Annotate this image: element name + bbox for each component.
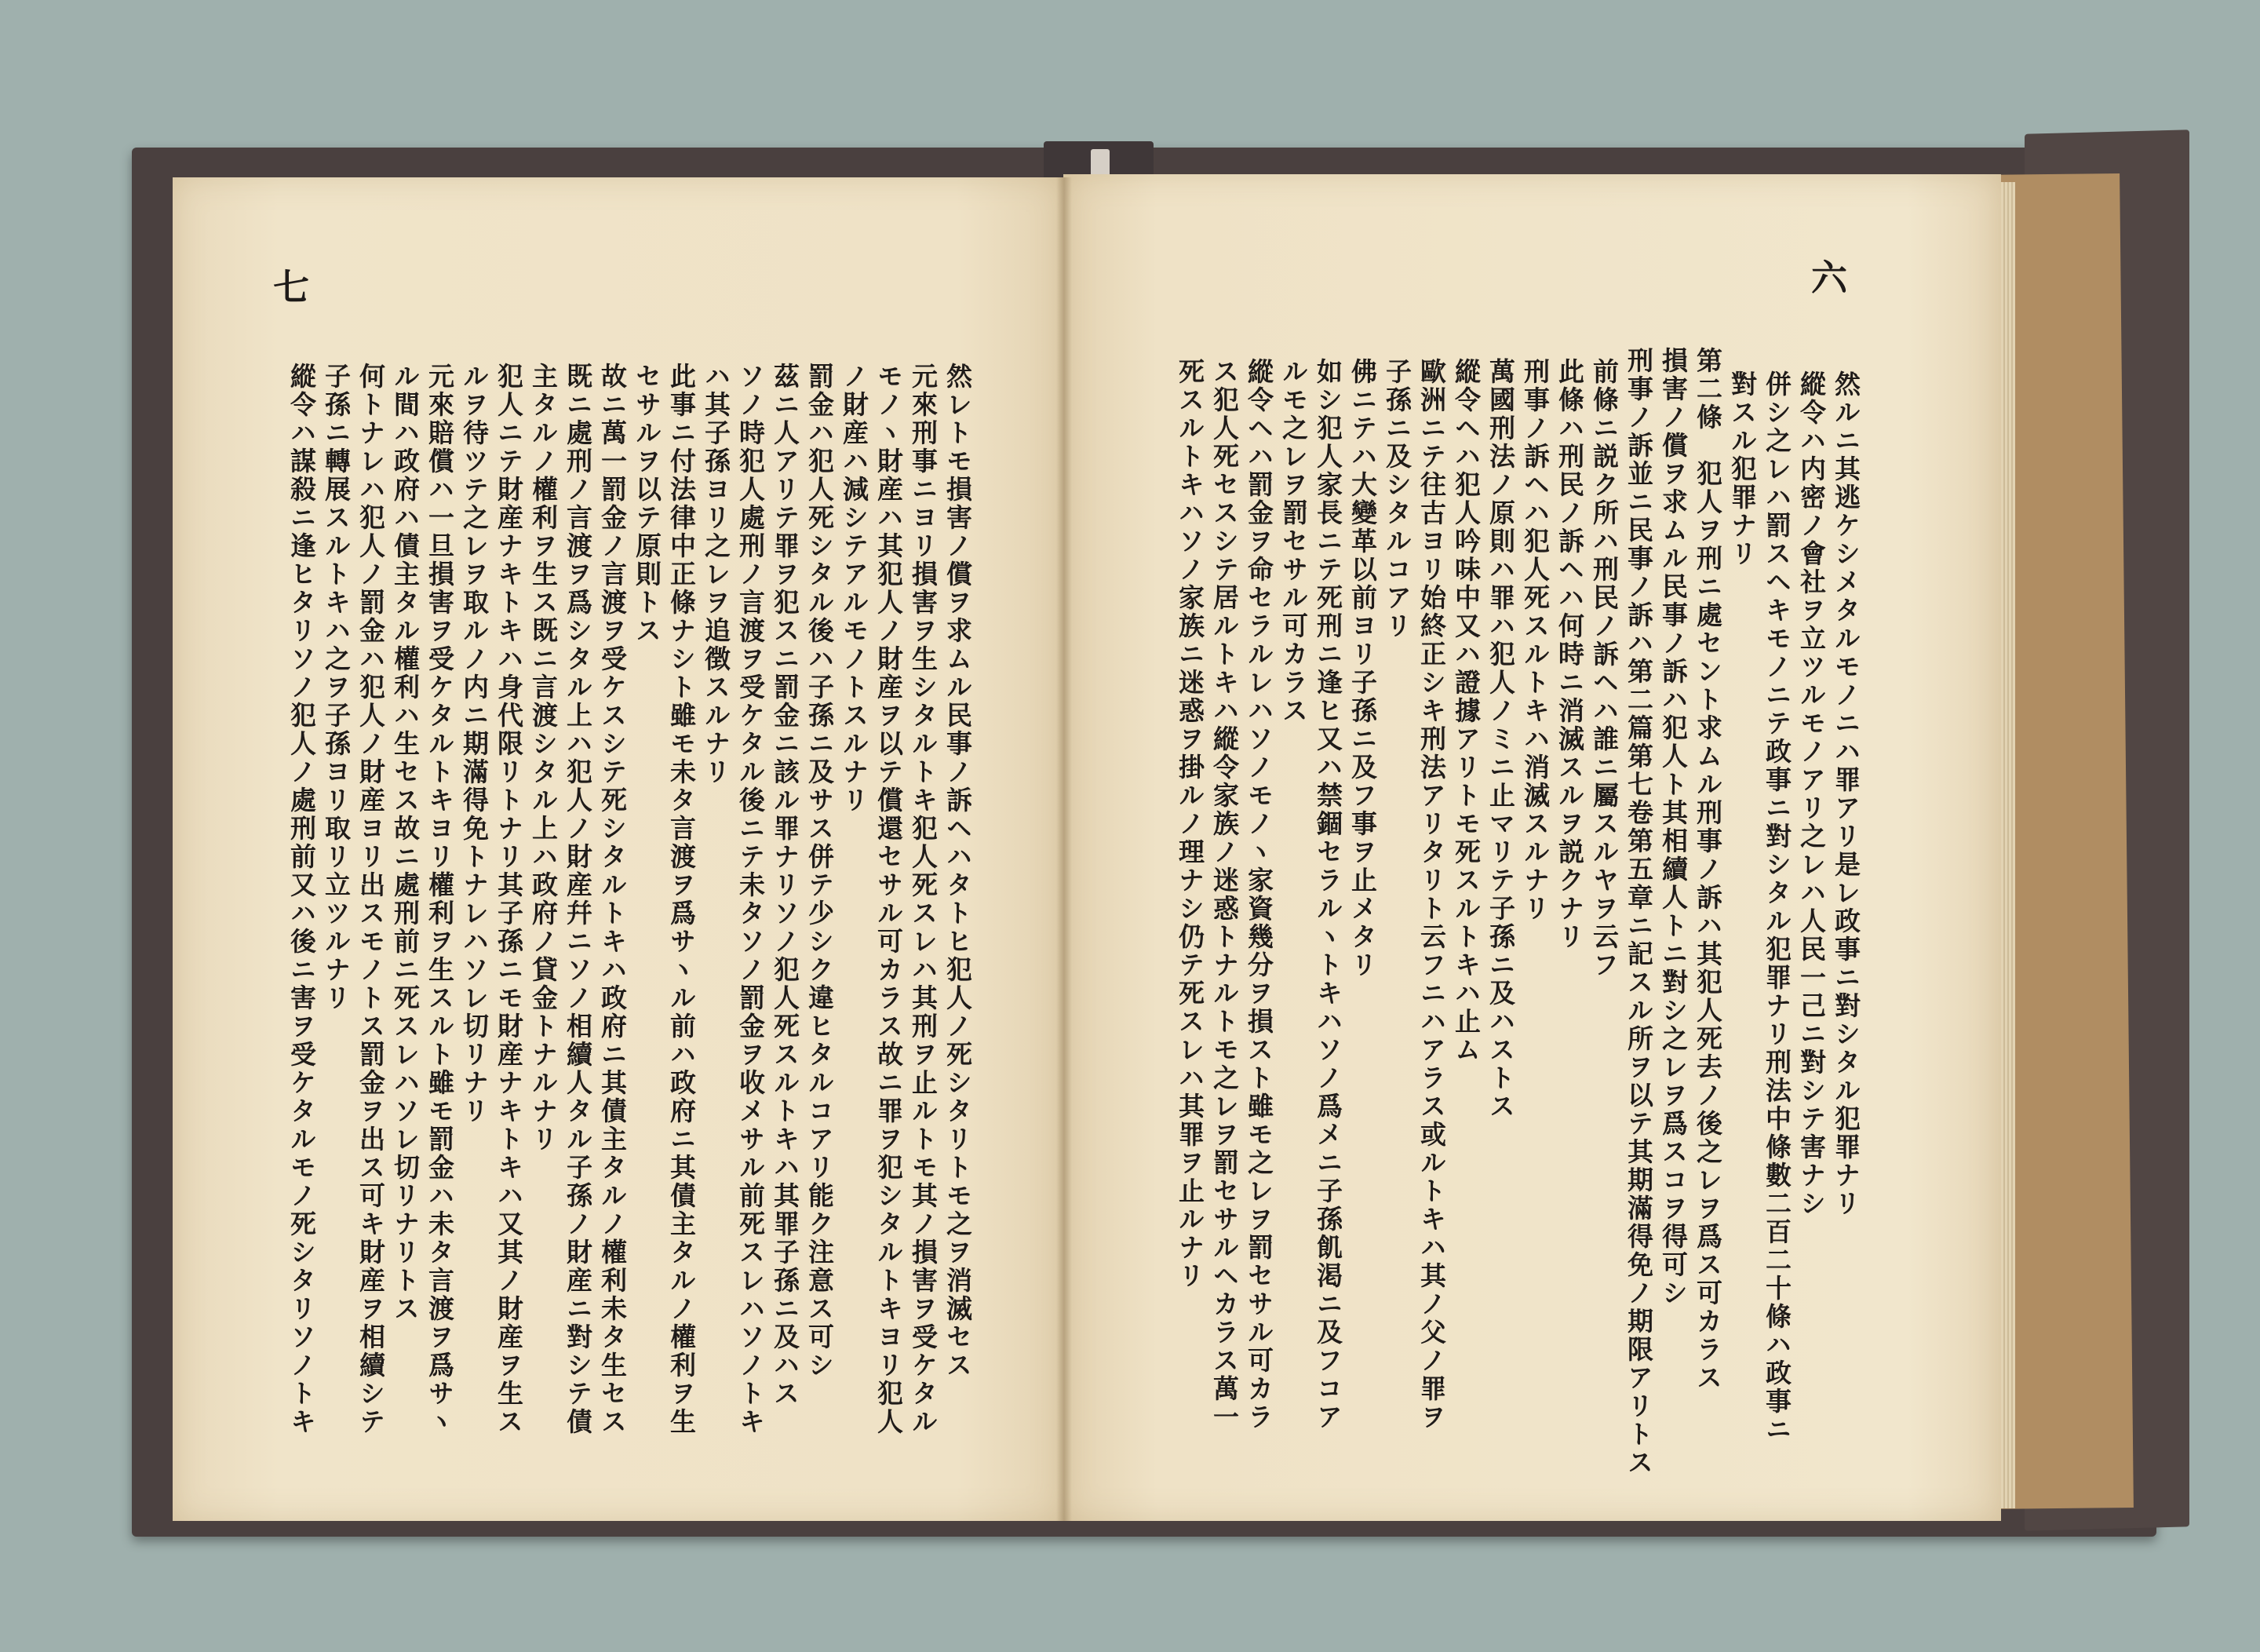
left-text-column: 然レトモ損害ノ償ヲ求ムル民事ノ訴ヘハタトヒ犯人ノ死シタリトモ之ヲ消滅セス <box>942 363 973 1380</box>
left-text-column: 元來賠償ハ一旦損害ヲ受ケタルトキヨリ權利ヲ生スルト雖モ罰金ハ未タ言渡ヲ爲サヽ <box>425 363 455 1436</box>
left-text-column: 元來刑事ニヨリ損害ヲ生シタルトキ犯人死スレハ其刑ヲ止ルトモ其ノ損害ヲ受ケタル <box>908 363 939 1436</box>
right-text-column: 第二條 犯人ヲ刑ニ處セント求ムル刑事ノ訴ハ其犯人死去ノ後之レヲ爲ス可カラス <box>1693 347 1723 1392</box>
left-text-column: ルヲ待ツテ之レヲ取ルノ内ニ期滿得免トナレハソレ切リナリ <box>459 363 490 1125</box>
right-text-column: 子孫ニ及シタルコアリ <box>1382 358 1412 640</box>
right-text-column: 縱令ハ内密ノ會社ヲ立ツルモノアリ之レハ人民一己ニ對シテ害ナシ <box>1796 370 1827 1218</box>
left-text-column: 茲ニ人アリテ罪ヲ犯スニ罰金ニ該ル罪ナリソノ犯人死スルトキハ其罪子孫ニ及ハス <box>770 363 800 1408</box>
left-text-column: 犯人ニテ財産ナキトキハ身代限リトナリ其子孫ニモ財産ナキトキハ又其ノ財産ヲ生ス <box>494 363 524 1436</box>
right-text-column: 對スル犯罪ナリ <box>1727 370 1758 568</box>
right-text-column: 併シ之レハ罰スヘキモノニテ政事ニ對シタル犯罪ナリ刑法中條數二百二十條ハ政事ニ <box>1762 370 1792 1444</box>
left-text-column: 罰金ハ犯人死シタル後ハ子孫ニ及サス併テ少シク違ヒタルコアリ能ク注意ス可シ <box>804 363 835 1380</box>
right-text-column: 縱令ヘハ罰金ヲ命セラルレハソノモノヽ家資幾分ヲ損スト雖モ之レヲ罰セサル可カラ <box>1244 358 1274 1431</box>
book-gutter <box>1056 177 1072 1521</box>
left-text-column: 主タルノ權利ヲ生ス既ニ言渡シタル上ハ政府ノ貸金トナルナリ <box>528 363 559 1154</box>
right-text-column: 此條ハ刑民ノ訴ヘハ何時ニ消滅スルヲ説クナリ <box>1555 358 1585 951</box>
right-text-column: 歐洲ニテ往古ヨリ始終正シキ刑法アリタリト云フニハアラス或ルトキハ其ノ父ノ罪ヲ <box>1416 358 1447 1431</box>
left-text-column: セサルヲ以テ原則トス <box>632 363 662 645</box>
left-text-column: 縱令ハ謀殺ニ逢ヒタリソノ犯人ノ處刑前又ハ後ニ害ヲ受ケタルモノ死シタリソノトキ <box>286 363 317 1436</box>
left-text-column: 何トナレハ犯人ノ罰金ハ犯人ノ財産ヨリ出スモノトス罰金ヲ出ス可キ財産ヲ相續シテ <box>355 363 386 1436</box>
right-text-column: 然ルニ其逃ケシメタルモノニハ罪アリ是レ政事ニ對シタル犯罪ナリ <box>1831 370 1861 1218</box>
right-text-column: ス犯人死セスシテ居ルトキハ縱令家族ノ迷惑トナルトモ之レヲ罰セサルヘカラス萬一 <box>1209 358 1240 1431</box>
right-text-column: 刑事ノ訴ヘハ犯人死スルトキハ消滅スルナリ <box>1520 358 1551 923</box>
left-text-column: ハ其子孫ヨリ之レヲ追徴スルナリ <box>701 363 731 786</box>
right-text-column: 佛ニテハ大變革以前ヨリ子孫ニ及フ事ヲ止メタリ <box>1347 358 1378 979</box>
page-number-right: 六 <box>1811 257 1847 299</box>
page-number-left: 七 <box>273 266 309 308</box>
left-text-column: ソノ時犯人處刑ノ言渡ヲ受ケタル後ニテ未タソノ罰金ヲ收メサル前死スレハソノトキ <box>735 363 766 1436</box>
right-text-column: 萬國刑法ノ原則ハ罪ハ犯人ノミニ止マリテ子孫ニ及ハストス <box>1485 358 1516 1121</box>
right-text-column: 如シ犯人家長ニテ死刑ニ逢ヒ又ハ禁錮セラルヽトキハソノ爲メニ子孫飢渇ニ及フコア <box>1313 358 1343 1431</box>
right-text-column: 死スルトキハソノ家族ニ迷惑ヲ掛ルノ理ナシ仍テ死スレハ其罪ヲ止ルナリ <box>1175 358 1205 1290</box>
left-text-column: 既ニ處刑ノ言渡ヲ爲シタル上ハ犯人ノ財産幷ニソノ相續人タル子孫ノ財産ニ對シテ債 <box>563 363 593 1436</box>
left-text-column: 子孫ニ轉展スルトキハ之ヲ子孫ヨリ取リ立ツルナリ <box>321 363 352 1012</box>
right-text-column: 刑事ノ訴並ニ民事ノ訴ハ第二篇第七卷第五章ニ記スル所ヲ以テ其期滿得免ノ期限アリトス <box>1624 347 1654 1477</box>
left-text-column: モノヽ財産ハ其犯人ノ財産ヲ以テ償還セサル可カラス故ニ罪ヲ犯シタルトキヨリ犯人 <box>873 363 904 1436</box>
page-edges <box>2001 182 2015 1508</box>
right-text-column: 縱令ヘハ犯人吟味中又ハ證據アリトモ死スルトキハ止ム <box>1451 358 1482 1064</box>
left-text-column: 故ニ萬一罰金ノ言渡ヲ受ケスシテ死シタルトキハ政府ニ其債主タルノ權利未タ生セス <box>597 363 628 1436</box>
left-text-column: ル間ハ政府ハ債主タル權利ハ生セス故ニ處刑前ニ死スレハソレ切リナリトス <box>390 363 421 1323</box>
left-text-column: ノ財産ハ減シテアルモノトスルナリ <box>839 363 869 815</box>
right-text-column: ルモ之レヲ罰セサル可カラス <box>1278 358 1309 725</box>
right-text-column: 損害ノ償ヲ求ムル民事ノ訴ハ犯人ト其相續人トニ對シ之レヲ爲スコヲ得可シ <box>1658 347 1689 1307</box>
right-text-column: 前條ニ説ク所ハ刑民ノ訴ヘハ誰ニ屬スルヤヲ云フ <box>1589 358 1620 979</box>
left-text-column: 此事ニ付法律中正條ナシト雖モ未タ言渡ヲ爲サヽル前ハ政府ニ其債主タルノ權利ヲ生 <box>666 363 697 1436</box>
